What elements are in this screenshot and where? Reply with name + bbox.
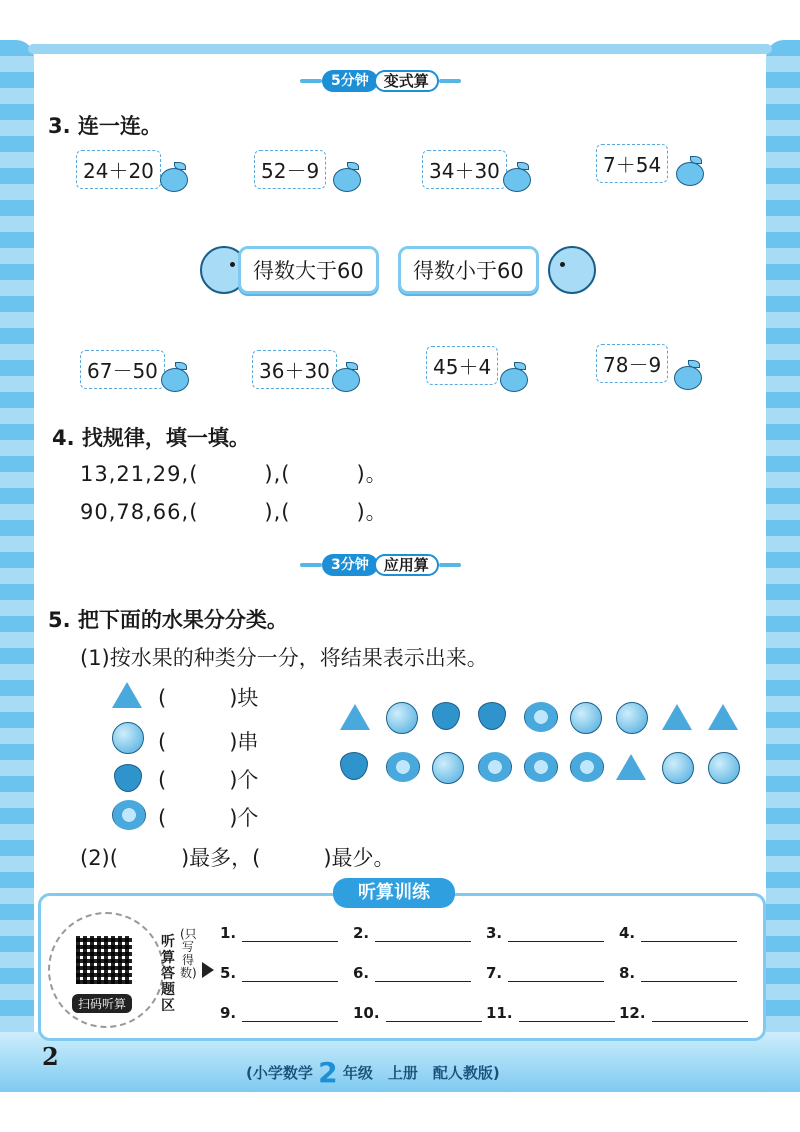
sequence-2[interactable]: 90,78,66,( ),( )。 [80,500,388,524]
answer-item[interactable] [486,1004,615,1022]
answer-item[interactable] [353,964,471,982]
grape-icon [112,722,142,752]
expr-box[interactable]: 78－9 [596,344,668,383]
strawberry-icon [340,752,370,782]
section-label: 应用算 [374,554,439,576]
answer-label: 2. [353,924,370,942]
count-grape[interactable]: ( )串 [158,730,259,754]
answer-item[interactable] [220,964,338,982]
answer-item[interactable] [353,924,471,942]
kiwi-icon [112,800,142,830]
answer-note: (只写得数) [180,927,197,980]
watermelon-icon [708,702,738,732]
answer-blank[interactable] [375,927,471,942]
answer-blank[interactable] [386,1007,482,1022]
section-time: 3分钟 [322,554,378,576]
answer-label: 5. [220,964,237,982]
left-wave-border [0,40,34,1092]
apple-icon [160,164,186,188]
answer-label: 9. [220,1004,237,1022]
header-line [300,79,322,83]
category-less-than-60[interactable]: 得数小于60 [398,246,539,294]
header-line [439,79,461,83]
header-line [300,563,322,567]
watermelon-icon [662,702,692,732]
answer-blank[interactable] [242,1007,338,1022]
grape-icon [570,702,600,732]
right-wave-border [766,40,800,1092]
expr-box[interactable]: 45＋4 [426,346,498,385]
expr-box[interactable]: 24＋20 [76,150,161,189]
answer-blank[interactable] [242,967,338,982]
scan-label: 扫码听算 [72,994,132,1013]
expr-box[interactable]: 52－9 [254,150,326,189]
apple-icon [503,164,529,188]
question-3-title: 3. 连一连。 [48,114,162,138]
question-4-title: 4. 找规律，填一填。 [52,426,250,450]
sub-question-1: (1)按水果的种类分一分，将结果表示出来。 [80,646,488,670]
kiwi-icon [570,752,600,782]
answer-area-label: 听算答题区 [161,934,175,1014]
section-header-variant [300,70,461,92]
answer-blank[interactable] [652,1007,748,1022]
count-strawberry[interactable]: ( )个 [158,768,259,792]
answer-label: 10. [353,1004,380,1022]
count-kiwi[interactable]: ( )个 [158,806,259,830]
answer-blank[interactable] [508,927,604,942]
watermelon-icon [616,752,646,782]
answer-label: 6. [353,964,370,982]
qr-code-icon [76,936,132,984]
watermelon-icon [340,702,370,732]
apple-icon [333,164,359,188]
page-number: 2 [42,1042,59,1071]
answer-label: 3. [486,924,503,942]
answer-label: 4. [619,924,636,942]
section-time: 5分钟 [322,70,378,92]
strawberry-icon [114,764,144,794]
answer-item[interactable] [486,964,604,982]
answer-blank[interactable] [508,967,604,982]
answer-item[interactable] [486,924,604,942]
answer-blank[interactable] [641,967,737,982]
apple-icon [674,362,700,386]
kiwi-icon [386,752,416,782]
apple-icon [161,364,187,388]
answer-blank[interactable] [519,1007,615,1022]
question-5-title: 5. 把下面的水果分分类。 [48,608,288,632]
strawberry-icon [478,702,508,732]
header-line [439,563,461,567]
answer-label: 7. [486,964,503,982]
answer-item[interactable] [220,924,338,942]
expr-box[interactable]: 7＋54 [596,144,668,183]
expr-box[interactable]: 34＋30 [422,150,507,189]
answer-item[interactable] [353,1004,482,1022]
section-label: 变式算 [374,70,439,92]
answer-label: 8. [619,964,636,982]
grade-number: 2 [318,1056,338,1089]
hedgehog-icon [548,246,596,294]
watermelon-icon [112,680,142,710]
book-info-right: 年级 上册 配人教版) [342,1064,500,1082]
top-border [28,44,772,54]
answer-label: 1. [220,924,237,942]
category-greater-than-60[interactable]: 得数大于60 [238,246,379,294]
kiwi-icon [524,752,554,782]
listening-title: 听算训练 [333,878,455,908]
apple-icon [500,364,526,388]
sequence-1[interactable]: 13,21,29,( ),( )。 [80,462,388,486]
answer-item[interactable] [619,964,737,982]
section-header-application [300,554,461,576]
kiwi-icon [478,752,508,782]
grape-icon [432,752,462,782]
qr-code[interactable] [48,912,164,1028]
answer-label: 11. [486,1004,513,1022]
grape-icon [616,702,646,732]
kiwi-icon [524,702,554,732]
answer-item[interactable] [619,924,737,942]
apple-icon [676,158,702,182]
answer-blank[interactable] [242,927,338,942]
apple-icon [332,364,358,388]
book-info [246,1056,500,1089]
book-info-left: (小学数学 [246,1064,313,1082]
arrow-right-icon [202,962,214,978]
grape-icon [708,752,738,782]
answer-blank[interactable] [375,967,471,982]
answer-item[interactable] [619,1004,748,1022]
count-watermelon[interactable]: ( )块 [158,686,259,710]
sub-question-2[interactable]: (2)( )最多，( )最少。 [80,846,395,870]
grape-icon [386,702,416,732]
answer-item[interactable] [220,1004,338,1022]
answer-label: 12. [619,1004,646,1022]
strawberry-icon [432,702,462,732]
expr-box[interactable]: 36＋30 [252,350,337,389]
answer-blank[interactable] [641,927,737,942]
expr-box[interactable]: 67－50 [80,350,165,389]
grape-icon [662,752,692,782]
